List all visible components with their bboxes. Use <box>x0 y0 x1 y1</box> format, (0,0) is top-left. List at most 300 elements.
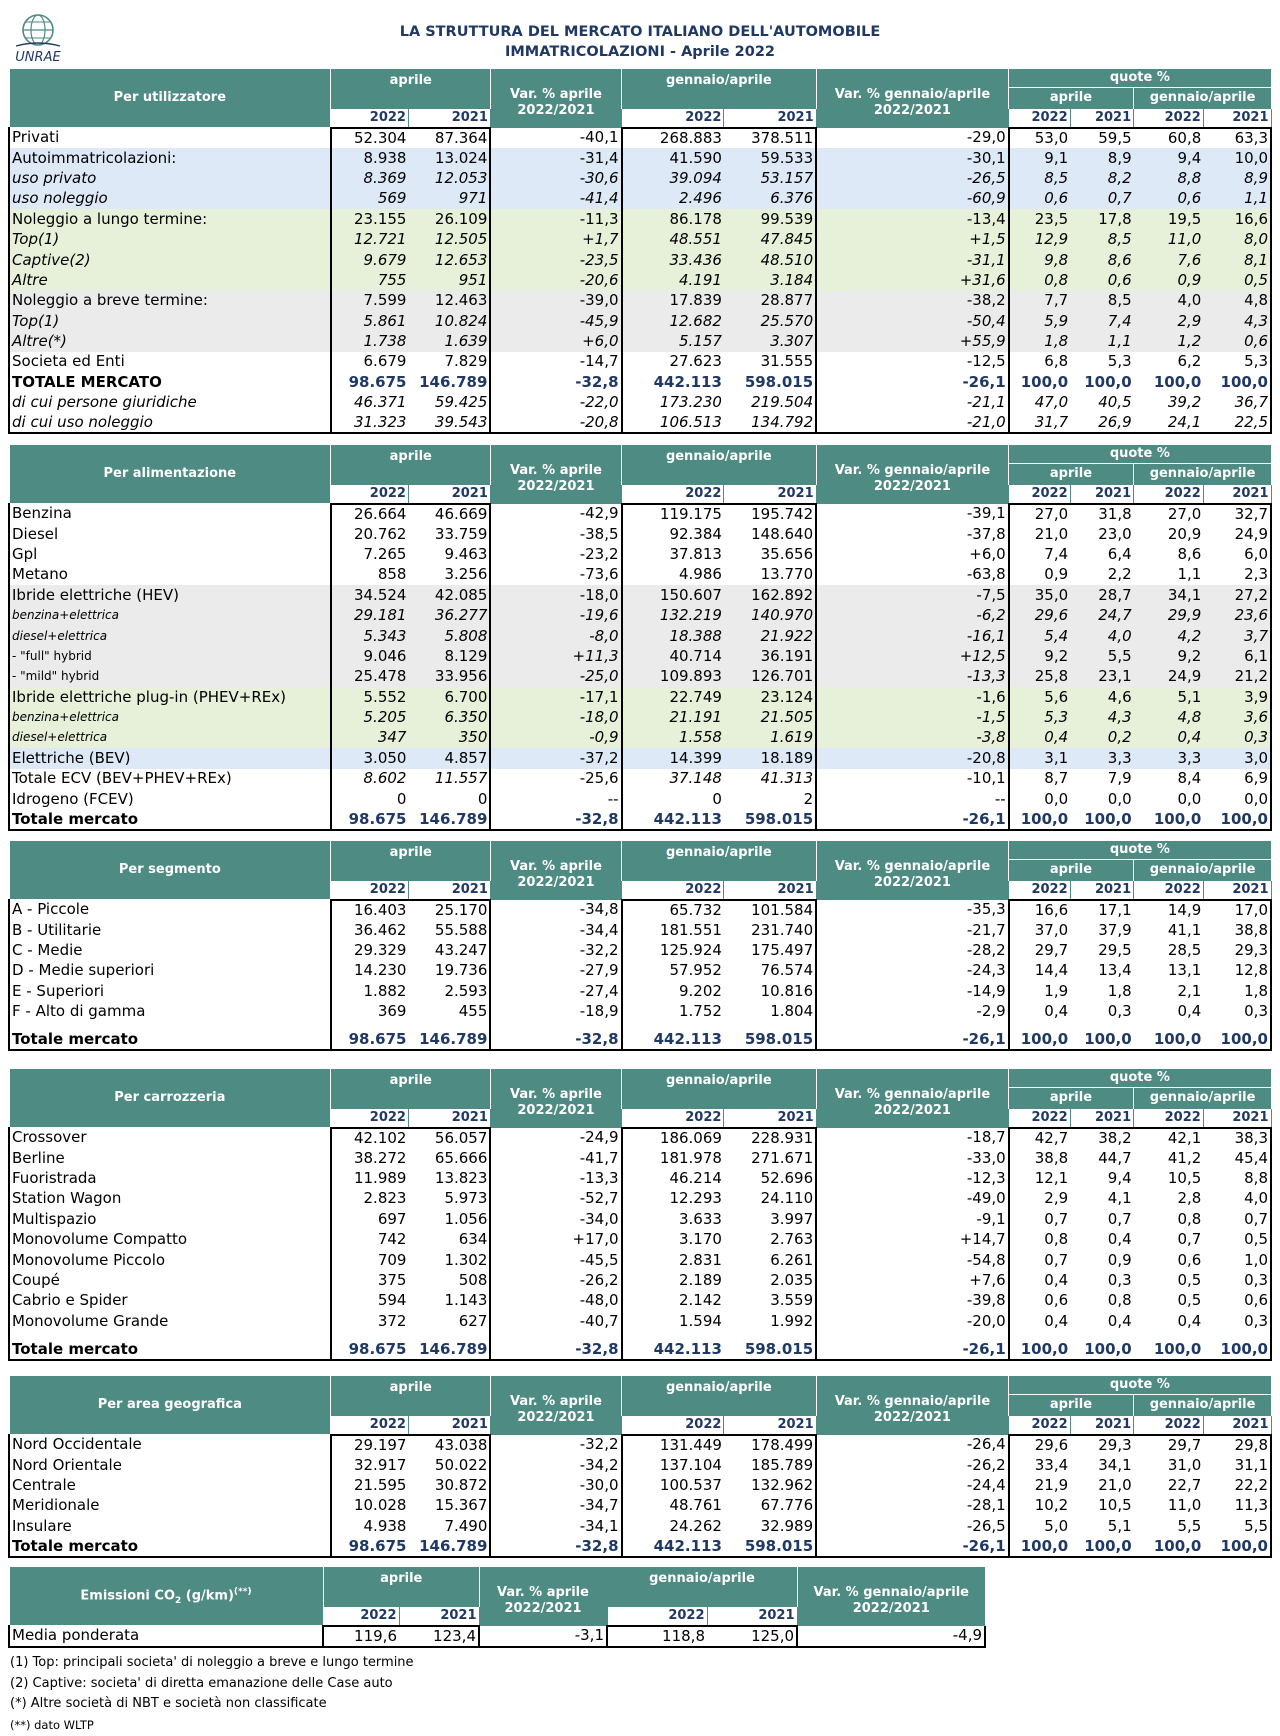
cell: -27,9 <box>490 961 621 981</box>
section-label: Per segmento <box>9 841 331 900</box>
row-label: Monovolume Compatto <box>9 1229 331 1249</box>
cell: 742 <box>377 1230 407 1249</box>
cell: 709 <box>377 1250 407 1269</box>
row-label: uso noleggio <box>9 189 331 209</box>
cell: -32,8 <box>490 372 621 392</box>
cell: 38,8 <box>1203 920 1271 940</box>
footnote: (**) dato WLTP <box>10 1717 94 1732</box>
data-table <box>8 444 1272 831</box>
cell: 0,5 <box>1177 1270 1202 1289</box>
cell: 0,4 <box>1044 1270 1069 1289</box>
cell: 7,7 <box>1009 291 1070 311</box>
cell: 1,2 <box>1134 331 1204 351</box>
cell: 34,1 <box>1134 585 1204 605</box>
cell: 29,5 <box>1098 940 1132 959</box>
row-label: F - Alto di gamma <box>9 1001 331 1021</box>
col-genapr: gennaio/aprile <box>622 69 817 109</box>
col-2022: 2022 <box>331 1109 409 1128</box>
col-quote-aprile: aprile <box>1009 1394 1134 1415</box>
cell: 3.633 <box>678 1209 722 1228</box>
cell: -- <box>490 789 621 809</box>
cell: 52.696 <box>724 1168 816 1188</box>
cell: 146.789 <box>408 1030 490 1050</box>
cell: 29,9 <box>1134 605 1204 625</box>
cell: -21,1 <box>816 393 1009 413</box>
cell: -14,9 <box>816 981 1009 1001</box>
col-2021: 2021 <box>1203 1109 1271 1128</box>
cell: 0,4 <box>1177 1002 1202 1021</box>
cell: 21.595 <box>353 1475 407 1494</box>
cell: 0,5 <box>1177 1291 1202 1310</box>
cell: 29,7 <box>1034 940 1069 959</box>
row-label: Multispazio <box>9 1209 331 1229</box>
cell: 33.436 <box>622 250 724 270</box>
row-label: Autoimmatricolazioni: <box>9 148 331 168</box>
row-label: Privati <box>9 128 331 148</box>
cell: -26,1 <box>816 1536 1009 1556</box>
cell: -26,2 <box>490 1270 621 1290</box>
cell: 12.721 <box>331 229 409 249</box>
title-line-1: LA STRUTTURA DEL MERCATO ITALIANO DELL'AUTOMOBILE <box>399 24 881 40</box>
cell: -26,1 <box>816 372 1009 392</box>
table-row <box>9 229 1271 249</box>
cell: 12.653 <box>408 250 490 270</box>
row-label: Benzina <box>9 504 331 524</box>
cell: 98.675 <box>331 1030 409 1050</box>
cell: 134.792 <box>724 413 816 433</box>
spacer-cell <box>408 1022 490 1030</box>
cell: 5,3 <box>1203 352 1271 372</box>
row-label: Fuoristrada <box>9 1168 331 1188</box>
cell: 178.499 <box>724 1435 816 1455</box>
cell: 8,5 <box>1009 168 1070 188</box>
cell: 46.669 <box>408 504 490 524</box>
cell: 5,1 <box>1107 1516 1132 1535</box>
cell: -26,5 <box>816 168 1009 188</box>
cell: 4,2 <box>1134 626 1204 646</box>
row-label: Monovolume Grande <box>9 1311 331 1331</box>
cell: 13.024 <box>408 148 490 168</box>
cell: -32,8 <box>490 1030 621 1050</box>
cell: 100,0 <box>1203 1339 1271 1359</box>
cell: -33,0 <box>816 1148 1009 1168</box>
table-row <box>9 413 1271 433</box>
col-var-genapr: Var. % gennaio/aprile 2022/2021 <box>797 1567 985 1626</box>
col-2021: 2021 <box>408 109 490 128</box>
cell: 146.789 <box>408 1536 490 1556</box>
cell: 98.675 <box>331 1339 409 1359</box>
cell: -26,5 <box>816 1516 1009 1536</box>
cell: 0,3 <box>1203 728 1271 748</box>
cell: 231.740 <box>724 920 816 940</box>
col-2022: 2022 <box>331 485 409 504</box>
col-2021: 2021 <box>724 1109 816 1128</box>
cell: 7.829 <box>408 352 490 372</box>
col-quote: quote % <box>1009 69 1271 88</box>
cell: 29,6 <box>1034 1435 1069 1454</box>
cell: 1.594 <box>678 1311 722 1330</box>
col-quote-genapr: gennaio/aprile <box>1134 1394 1271 1415</box>
cell: 9,4 <box>1107 1168 1132 1187</box>
cell: 12.505 <box>408 229 490 249</box>
cell: 100,0 <box>1084 372 1132 391</box>
cell: 22.749 <box>622 687 724 707</box>
cell: 10,0 <box>1203 148 1271 168</box>
col-2021: 2021 <box>1203 1416 1271 1435</box>
cell: 31.555 <box>724 352 816 372</box>
footnote: (*) Altre società di NBT e società non classificate <box>10 1696 327 1711</box>
section-label: Per carrozzeria <box>9 1069 331 1128</box>
cell: -27,4 <box>490 981 621 1001</box>
cell: -7,5 <box>816 585 1009 605</box>
cell: 697 <box>377 1209 407 1228</box>
cell: 22,7 <box>1167 1475 1202 1494</box>
row-label: Totale mercato <box>9 1536 331 1556</box>
cell: 971 <box>408 189 490 209</box>
spacer-cell <box>408 1331 490 1339</box>
cell: 4,3 <box>1203 311 1271 331</box>
cell: -50,4 <box>816 311 1009 331</box>
col-2022: 2022 <box>323 1607 399 1626</box>
cell: 11,0 <box>1167 1496 1202 1515</box>
cell: 951 <box>408 270 490 290</box>
cell: +14,7 <box>816 1229 1009 1249</box>
cell: 86.178 <box>622 209 724 229</box>
cell: -30,1 <box>816 148 1009 168</box>
cell: 1.882 <box>363 981 407 1000</box>
cell: 7,4 <box>1070 311 1134 331</box>
table-row <box>9 667 1271 687</box>
cell: 126.701 <box>724 667 816 687</box>
row-label: Noleggio a breve termine: <box>9 291 331 311</box>
col-2021: 2021 <box>1070 881 1134 900</box>
cell: 36.462 <box>353 920 407 939</box>
cell: 0,0 <box>1044 789 1069 808</box>
cell: -29,0 <box>816 128 1009 148</box>
cell: 1.804 <box>724 1001 816 1021</box>
cell: 3,7 <box>1203 626 1271 646</box>
cell: +1,7 <box>490 229 621 249</box>
cell: 21,9 <box>1034 1475 1069 1494</box>
cell: 0,9 <box>1134 270 1204 290</box>
table-row <box>9 707 1271 727</box>
cell: -24,4 <box>816 1475 1009 1495</box>
cell: 1.056 <box>408 1209 490 1229</box>
cell: 442.113 <box>622 1536 724 1556</box>
cell: -28,1 <box>816 1496 1009 1516</box>
svg-text:UNRAE: UNRAE <box>15 50 61 65</box>
cell: 34.524 <box>331 585 409 605</box>
row-label: Meridionale <box>9 1496 331 1516</box>
row-label: Insulare <box>9 1516 331 1536</box>
cell: -26,1 <box>816 1030 1009 1050</box>
cell: -1,5 <box>816 707 1009 727</box>
cell: 29.329 <box>353 940 407 959</box>
footnote: (2) Captive: societa' di diretta emanazione delle Case auto <box>10 1675 393 1691</box>
cell: 24.110 <box>724 1189 816 1209</box>
cell: -4,9 <box>797 1626 985 1647</box>
cell: 8.369 <box>331 168 409 188</box>
cell: 5,9 <box>1009 311 1070 331</box>
cell: 185.789 <box>724 1455 816 1475</box>
cell: 31,1 <box>1203 1455 1271 1475</box>
cell: 3.256 <box>408 565 490 585</box>
cell: 21.922 <box>724 626 816 646</box>
cell: 42.102 <box>353 1128 407 1147</box>
cell: 29.197 <box>353 1435 407 1454</box>
row-label: Top(1) <box>9 229 331 249</box>
table-row <box>9 1128 1271 1148</box>
cell: 9.046 <box>331 646 409 666</box>
cell: 0,8 <box>1177 1209 1202 1228</box>
cell: -34,4 <box>490 920 621 940</box>
cell: 598.015 <box>724 1030 816 1050</box>
cell: 5.157 <box>622 331 724 351</box>
row-label: Totale mercato <box>9 809 331 829</box>
cell: 6,0 <box>1203 544 1271 564</box>
col-2021: 2021 <box>399 1607 479 1626</box>
col-2021: 2021 <box>1203 109 1271 128</box>
cell: 627 <box>408 1311 490 1331</box>
table-row <box>9 1475 1271 1495</box>
row-label: TOTALE MERCATO <box>9 372 331 392</box>
cell: 1.302 <box>408 1250 490 1270</box>
cell: 2.831 <box>678 1250 722 1269</box>
cell: 119,6 <box>323 1626 399 1647</box>
cell: 146.789 <box>408 809 490 829</box>
cell: 369 <box>377 1002 407 1021</box>
cell: 5.343 <box>331 626 409 646</box>
cell: 44,7 <box>1098 1148 1132 1167</box>
cell: 271.671 <box>724 1148 816 1168</box>
col-2022: 2022 <box>1134 1416 1204 1435</box>
cell: 5,5 <box>1203 1516 1271 1536</box>
cell: 11,0 <box>1134 229 1204 249</box>
col-2022: 2022 <box>1134 881 1204 900</box>
cell: 442.113 <box>622 1030 724 1050</box>
cell: 20.762 <box>353 524 407 543</box>
cell: -54,8 <box>816 1250 1009 1270</box>
cell: -28,2 <box>816 940 1009 960</box>
cell: 17.839 <box>622 291 724 311</box>
cell: -73,6 <box>490 565 621 585</box>
cell: -13,3 <box>490 1168 621 1188</box>
cell: 22,5 <box>1203 413 1271 433</box>
cell: 106.513 <box>622 413 724 433</box>
row-label: Societa ed Enti <box>9 352 331 372</box>
cell: 42,1 <box>1167 1128 1202 1147</box>
spacer-cell <box>1134 1331 1204 1339</box>
cell: 60,8 <box>1167 128 1202 147</box>
cell: 186.069 <box>659 1128 722 1147</box>
cell: 0,4 <box>1107 1230 1132 1249</box>
cell: 6.376 <box>724 189 816 209</box>
cell: 23,0 <box>1098 524 1132 543</box>
cell: 1,8 <box>1009 331 1070 351</box>
cell: 8,0 <box>1203 229 1271 249</box>
cell: -34,7 <box>490 1496 621 1516</box>
cell: 3.184 <box>724 270 816 290</box>
cell: 100,0 <box>1009 1339 1070 1359</box>
col-var-genapr: Var. % gennaio/aprile 2022/2021 <box>816 1376 1009 1435</box>
cell: 36,7 <box>1203 393 1271 413</box>
row-label: Totale mercato <box>9 1030 331 1050</box>
spacer-cell <box>1070 1331 1134 1339</box>
cell: 442.113 <box>622 1339 724 1359</box>
cell: 7,6 <box>1134 250 1204 270</box>
cell: 175.497 <box>724 940 816 960</box>
cell: 3,6 <box>1203 707 1271 727</box>
col-2021: 2021 <box>724 485 816 504</box>
emissions-label: Emissioni $CO_2$ (g/km)(**) <box>9 1567 323 1626</box>
cell: 23,5 <box>1009 209 1070 229</box>
col-2022: 2022 <box>1009 1416 1070 1435</box>
cell: 5.552 <box>331 687 409 707</box>
cell: 18.388 <box>622 626 724 646</box>
cell: +6,0 <box>490 331 621 351</box>
table-row <box>9 1001 1271 1021</box>
row-label: Centrale <box>9 1475 331 1495</box>
cell: 45,4 <box>1203 1148 1271 1168</box>
cell: 6,1 <box>1203 646 1271 666</box>
table-row <box>9 372 1271 392</box>
cell: -6,2 <box>816 605 1009 625</box>
cell: 21,0 <box>1098 1475 1132 1494</box>
cell: 8.602 <box>363 769 407 788</box>
cell: -37,2 <box>490 748 621 768</box>
table-row <box>9 544 1271 564</box>
cell: 3.307 <box>724 331 816 351</box>
cell: 21,2 <box>1203 667 1271 687</box>
cell: -34,1 <box>490 1516 621 1536</box>
cell: 8,1 <box>1203 250 1271 270</box>
col-quote-genapr: gennaio/aprile <box>1134 87 1271 108</box>
col-2022: 2022 <box>331 109 409 128</box>
col-quote: quote % <box>1009 445 1271 464</box>
cell: -14,7 <box>490 352 621 372</box>
cell: 43.038 <box>408 1435 490 1455</box>
cell: 3,3 <box>1070 748 1134 768</box>
cell: 19.736 <box>408 961 490 981</box>
cell: 598.015 <box>724 372 816 392</box>
table-row <box>9 646 1271 666</box>
cell: 5.973 <box>408 1189 490 1209</box>
table-row <box>9 331 1271 351</box>
table-row <box>9 1626 985 1647</box>
cell: 3,3 <box>1134 748 1204 768</box>
cell: 15.367 <box>408 1496 490 1516</box>
cell: 34,1 <box>1098 1455 1132 1474</box>
col-quote: quote % <box>1009 1376 1271 1395</box>
page-title <box>0 22 1280 62</box>
cell: 9.463 <box>408 544 490 564</box>
row-label: A - Piccole <box>9 900 331 920</box>
col-2021: 2021 <box>408 485 490 504</box>
spacer-row <box>9 1022 1271 1030</box>
cell: 569 <box>331 189 409 209</box>
cell: -18,0 <box>490 585 621 605</box>
row-label: Metano <box>9 565 331 585</box>
cell: 99.539 <box>724 209 816 229</box>
cell: 146.789 <box>408 372 490 392</box>
row-label: Altre <box>9 270 331 290</box>
row-label: Captive(2) <box>9 250 331 270</box>
cell: 29,6 <box>1009 605 1070 625</box>
cell: -19,6 <box>490 605 621 625</box>
cell: 33.759 <box>408 524 490 544</box>
spacer-cell <box>9 1022 331 1030</box>
table-row <box>9 605 1271 625</box>
table-row <box>9 1339 1271 1359</box>
cell: 23,6 <box>1203 605 1271 625</box>
cell: 508 <box>408 1270 490 1290</box>
cell: -21,0 <box>816 413 1009 433</box>
cell: 12.293 <box>669 1189 722 1208</box>
cell: -18,0 <box>490 707 621 727</box>
cell: 23,1 <box>1070 667 1134 687</box>
cell: 372 <box>377 1311 407 1330</box>
cell: 41,1 <box>1167 920 1202 939</box>
cell: 5,4 <box>1009 626 1070 646</box>
cell: 598.015 <box>724 1536 816 1556</box>
cell: 0,4 <box>1009 728 1070 748</box>
row-label: Berline <box>9 1148 331 1168</box>
table-row <box>9 504 1271 524</box>
cell: 0 <box>396 789 407 808</box>
cell: 0,6 <box>1177 1250 1202 1269</box>
cell: 27,2 <box>1203 585 1271 605</box>
cell: -12,5 <box>816 352 1009 372</box>
cell: 3.997 <box>724 1209 816 1229</box>
cell: 5,5 <box>1070 646 1134 666</box>
cell: -20,8 <box>816 748 1009 768</box>
cell: 4,0 <box>1203 1189 1271 1209</box>
cell: 38,8 <box>1034 1148 1069 1167</box>
cell: +17,0 <box>490 1229 621 1249</box>
cell: 0 <box>712 789 722 808</box>
cell: 350 <box>408 728 490 748</box>
cell: 7.490 <box>408 1516 490 1536</box>
row-label: Ibride elettriche (HEV) <box>9 585 331 605</box>
table-row <box>9 809 1271 829</box>
col-2022: 2022 <box>1134 1109 1204 1128</box>
col-var-aprile: Var. % aprile 2022/2021 <box>490 1069 621 1128</box>
cell: 27.623 <box>669 352 722 371</box>
cell: -40,7 <box>490 1311 621 1331</box>
cell: 100,0 <box>1070 1536 1134 1556</box>
cell: 598.015 <box>724 809 816 829</box>
cell: 0,7 <box>1177 1230 1202 1249</box>
cell: 41,2 <box>1167 1148 1202 1167</box>
table-row <box>9 585 1271 605</box>
cell: -39,0 <box>490 291 621 311</box>
cell: 1,1 <box>1177 565 1202 584</box>
cell: 0,7 <box>1044 1250 1069 1269</box>
cell: -21,7 <box>816 920 1009 940</box>
col-2022: 2022 <box>607 1607 707 1626</box>
cell: 100,0 <box>1203 1536 1271 1556</box>
cell: 100.537 <box>659 1475 722 1494</box>
data-table <box>8 1068 1272 1361</box>
cell: 2.763 <box>724 1229 816 1249</box>
cell: 4.857 <box>408 748 490 768</box>
col-2022: 2022 <box>1009 485 1070 504</box>
cell: 100,0 <box>1134 1339 1204 1359</box>
cell: 4,3 <box>1070 707 1134 727</box>
cell: -23,5 <box>490 250 621 270</box>
cell: 0,8 <box>1009 270 1070 290</box>
cell: 39.543 <box>408 413 490 433</box>
